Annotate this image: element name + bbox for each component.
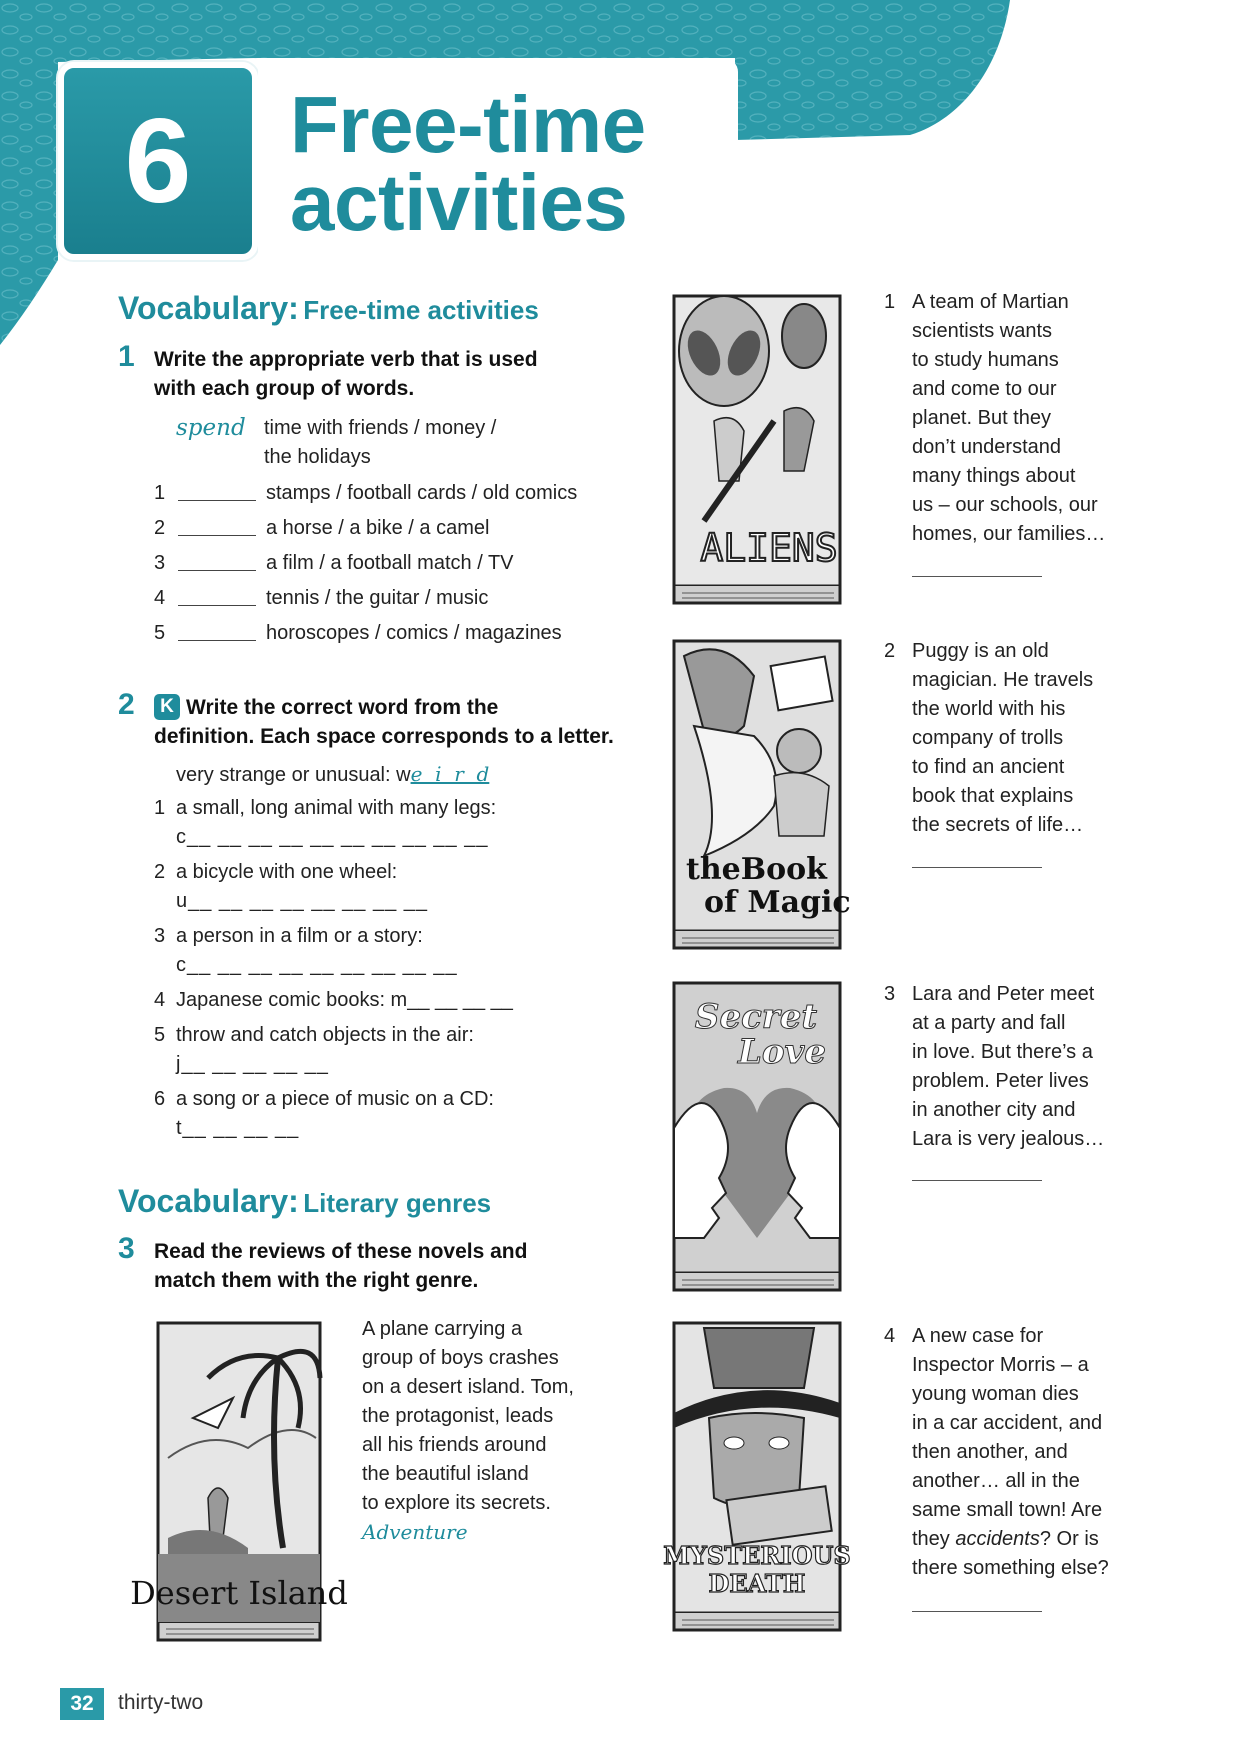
example-line: the holidays: [264, 446, 371, 468]
letter-blanks[interactable]: c__ __ __ __ __ __ __ __ __ __: [176, 826, 489, 848]
instruction-line: with each group of words.: [154, 377, 415, 400]
example-answer-spend: spend: [176, 415, 246, 441]
item-definition: a small, long animal with many legs:: [176, 797, 497, 819]
genre-answer-line-1[interactable]: [912, 576, 1042, 577]
example-review-text: [362, 1315, 574, 1547]
exercise-1-item: [154, 514, 489, 543]
example-genre-answer: Adventure: [362, 1520, 468, 1544]
review-line: the secrets of life…: [912, 814, 1084, 836]
review-line: at a party and fall: [912, 1012, 1066, 1034]
review-line: to explore its secrets.: [362, 1492, 551, 1514]
review-line: young woman dies: [912, 1383, 1079, 1405]
review-line: the world with his: [912, 698, 1066, 720]
review-line: book that explains: [912, 785, 1074, 807]
exercise-1-instruction: [154, 345, 538, 403]
page-number-word: thirty-two: [118, 1691, 204, 1714]
item-number: 5: [154, 1024, 166, 1046]
item-number: 3: [154, 552, 166, 574]
review-line: and come to our: [912, 378, 1057, 400]
review-line: homes, our families…: [912, 523, 1106, 545]
item-number: 4: [154, 989, 166, 1011]
book-cover-title-line2: of Magic: [704, 885, 851, 920]
instruction-line: Read the reviews of these novels and: [154, 1240, 528, 1263]
exercise-2-item: [154, 1021, 474, 1079]
book-cover-title-line2: Love: [738, 1032, 826, 1072]
review-line: in a car accident, and: [912, 1412, 1103, 1434]
instruction-line: definition. Each space corresponds to a letter.: [154, 725, 614, 748]
exercise-1-item: [154, 549, 514, 578]
review-line: scientists wants: [912, 320, 1053, 342]
exercise-1-item: [154, 619, 562, 648]
instruction-line: match them with the right genre.: [154, 1269, 479, 1292]
page-number-badge: 32: [60, 1688, 104, 1720]
example-phrase: [264, 414, 496, 472]
review-line: in another city and: [912, 1099, 1076, 1121]
review-line: company of trolls: [912, 727, 1064, 749]
review-line: then another, and: [912, 1441, 1068, 1463]
exercise-2-example: [176, 760, 489, 790]
review-fragment: ? Or is: [1039, 1528, 1099, 1550]
review-line: don’t understand: [912, 436, 1062, 458]
instruction-line: Write the appropriate verb that is used: [154, 348, 538, 371]
k-badge-icon: K: [154, 694, 180, 720]
example-answer-weird: e i r d: [410, 762, 490, 786]
review-line: planet. But they: [912, 407, 1051, 429]
section-heading-vocabulary-activities: [118, 290, 539, 327]
review-line: us – our schools, our: [912, 494, 1098, 516]
section-subtitle: Literary genres: [303, 1188, 492, 1218]
section-subtitle: Free-time activities: [303, 295, 539, 325]
letter-blanks[interactable]: c__ __ __ __ __ __ __ __ __: [176, 954, 458, 976]
exercise-3-instruction: [154, 1237, 527, 1295]
aliens-book-illustration: [664, 291, 850, 613]
review-line: A team of Martian: [912, 291, 1069, 313]
review-line: many things about: [912, 465, 1076, 487]
review-line: same small town! Are: [912, 1499, 1103, 1521]
exercise-2-item: [154, 794, 496, 852]
review-number: 4: [884, 1325, 896, 1347]
item-text: horoscopes / comics / magazines: [266, 622, 562, 644]
example-definition: very strange or unusual: w: [176, 764, 411, 786]
item-number: 2: [154, 517, 166, 539]
book-cover-title: ALIENS: [700, 526, 838, 570]
book-cover-title-line1: Secret: [694, 997, 818, 1037]
review-line: the protagonist, leads: [362, 1405, 554, 1427]
item-number: 1: [154, 797, 166, 819]
review-line: on a desert island. Tom,: [362, 1376, 574, 1398]
review-line: to study humans: [912, 349, 1059, 371]
item-number: 1: [154, 482, 166, 504]
item-text: tennis / the guitar / music: [266, 587, 489, 609]
book-cover-title: Desert Island: [130, 1574, 348, 1612]
review-line: the beautiful island: [362, 1463, 529, 1485]
exercise-2-number: 2: [118, 688, 135, 721]
item-number: 2: [154, 861, 166, 883]
book-review-4: [884, 1322, 1109, 1583]
instruction-line: Write the correct word from the: [186, 696, 499, 719]
genre-answer-line-3[interactable]: [912, 1180, 1042, 1181]
mysterious-death-book-illustration: [664, 1318, 850, 1640]
exercise-1-item: [154, 584, 488, 613]
review-line: magician. He travels: [912, 669, 1094, 691]
book-cover-title-line2: DEATH: [708, 1569, 806, 1598]
example-line: time with friends / money /: [264, 417, 497, 439]
item-text: a horse / a bike / a camel: [266, 517, 490, 539]
item-number: 3: [154, 925, 166, 947]
item-number: 6: [154, 1088, 166, 1110]
genre-answer-line-2[interactable]: [912, 867, 1042, 868]
section-heading-literary-genres: [118, 1183, 491, 1220]
review-line: another… all in the: [912, 1470, 1080, 1492]
book-of-magic-illustration: [664, 636, 850, 958]
review-line: [912, 1525, 1109, 1554]
exercise-2-item: [154, 858, 428, 916]
item-definition: a person in a film or a story:: [176, 925, 423, 947]
book-cover-title-line1: theBook: [686, 852, 827, 887]
answer-blank[interactable]: [178, 551, 256, 571]
answer-blank[interactable]: [178, 481, 256, 501]
answer-blank[interactable]: [178, 621, 256, 641]
book-review-1: [884, 288, 1105, 549]
unit-title-line2: activities: [290, 158, 628, 247]
review-italic-word: accidents: [955, 1528, 1040, 1550]
book-cover-title-line1: MYSTERIOUS: [663, 1541, 851, 1570]
review-line: Lara and Peter meet: [912, 983, 1095, 1005]
item-definition: Japanese comic books: m__ __ __ __: [176, 989, 513, 1011]
exercise-1-item: [154, 479, 577, 508]
item-definition: throw and catch objects in the air:: [176, 1024, 474, 1046]
secret-love-book-illustration: [664, 978, 850, 1300]
review-line: in love. But there’s a: [912, 1041, 1093, 1063]
exercise-2-item: [154, 922, 458, 980]
exercise-2-item[interactable]: [154, 986, 513, 1015]
review-number: 3: [884, 983, 896, 1005]
letter-blanks[interactable]: j__ __ __ __ __: [176, 1053, 329, 1075]
letter-blanks[interactable]: u__ __ __ __ __ __ __ __: [176, 890, 428, 912]
review-line: A new case for: [912, 1325, 1044, 1347]
exercise-3-number: 3: [118, 1232, 135, 1265]
section-prefix: Vocabulary:: [118, 290, 299, 326]
review-line: Lara is very jealous…: [912, 1128, 1105, 1150]
review-line: to find an ancient: [912, 756, 1065, 778]
book-review-2: [884, 637, 1093, 840]
exercise-2-instruction: [154, 693, 614, 751]
exercise-2-item: [154, 1085, 494, 1143]
item-definition: a song or a piece of music on a CD:: [176, 1088, 494, 1110]
item-text: a film / a football match / TV: [266, 552, 514, 574]
exercise-1-number: 1: [118, 340, 135, 373]
review-number: 2: [884, 640, 896, 662]
review-number: 1: [884, 291, 896, 313]
item-number: 5: [154, 622, 166, 644]
review-line: problem. Peter lives: [912, 1070, 1089, 1092]
review-line: A plane carrying a: [362, 1318, 523, 1340]
unit-title-line1: Free-time: [290, 80, 646, 169]
review-fragment: they: [912, 1528, 956, 1550]
item-definition: a bicycle with one wheel:: [176, 861, 398, 883]
review-line: group of boys crashes: [362, 1347, 559, 1369]
book-review-3: [884, 980, 1104, 1154]
section-prefix: Vocabulary:: [118, 1183, 299, 1219]
item-text: stamps / football cards / old comics: [266, 482, 578, 504]
review-line: there something else?: [912, 1557, 1109, 1579]
letter-blanks[interactable]: t__ __ __ __: [176, 1117, 300, 1139]
review-line: all his friends around: [362, 1434, 547, 1456]
answer-blank[interactable]: [178, 516, 256, 536]
review-line: Puggy is an old: [912, 640, 1049, 662]
review-line: Inspector Morris – a: [912, 1354, 1089, 1376]
item-number: 4: [154, 587, 166, 609]
unit-number-badge: 6: [58, 62, 258, 260]
answer-blank[interactable]: [178, 586, 256, 606]
desert-island-book-illustration: [130, 1318, 348, 1650]
genre-answer-line-4[interactable]: [912, 1611, 1042, 1612]
unit-title: [290, 80, 646, 247]
